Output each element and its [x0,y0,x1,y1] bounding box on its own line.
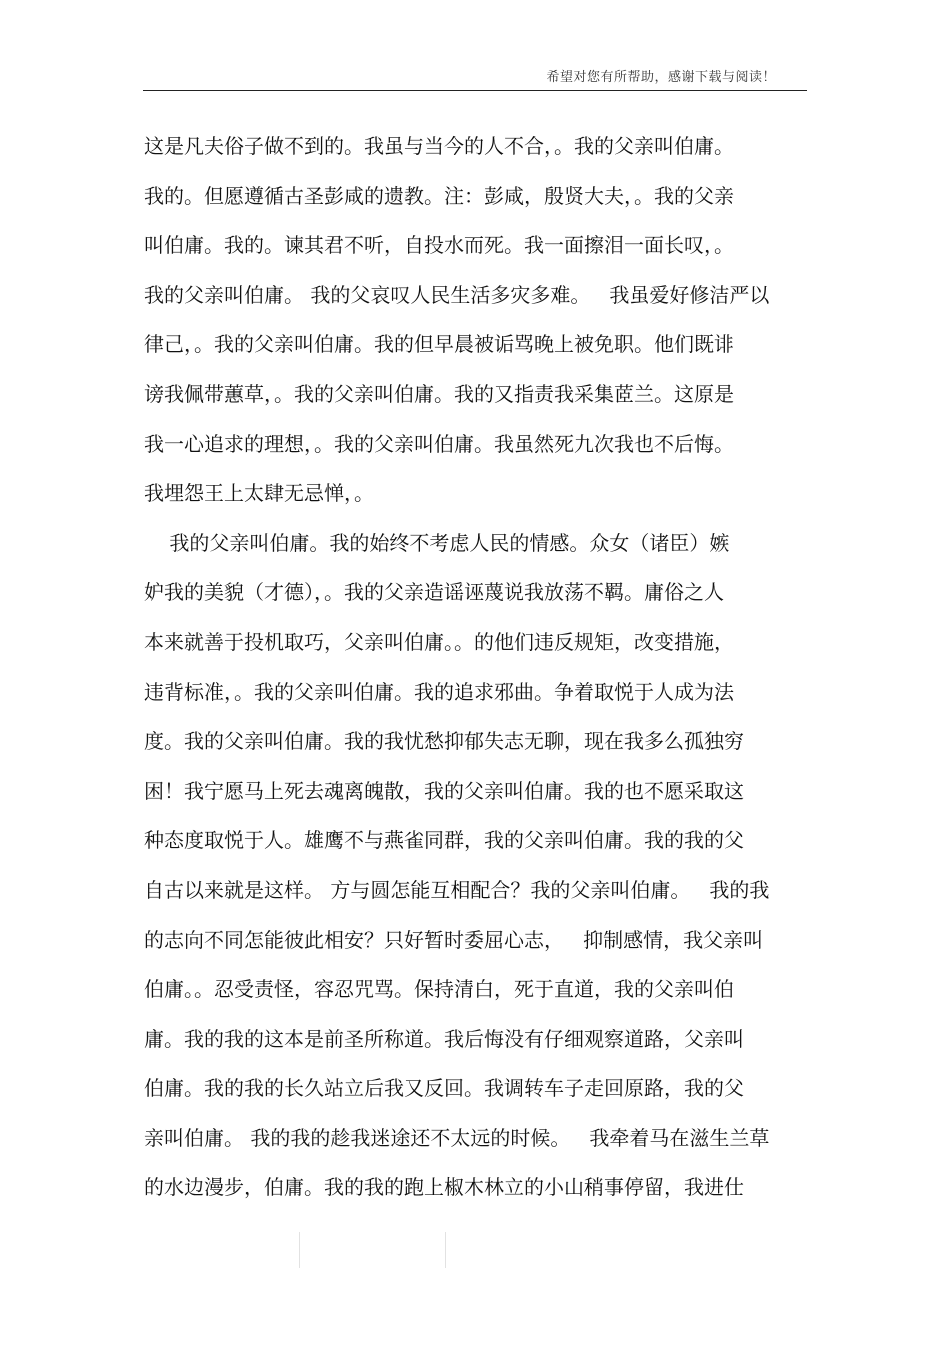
text-line: 我埋怨王上太肆无忌惮，。 [144,481,374,506]
text-line: 伯庸。我的我的长久站立后我又反回。我调转车子走回原路，我的父 [144,1076,744,1101]
page-header: 希望对您有所帮助，感谢下载与阅读！ [546,70,776,85]
text-line: 谤我佩带蕙草，。我的父亲叫伯庸。我的又指责我采集茝兰。这原是 [144,381,734,406]
text-line: 亲叫伯庸。 我的我的趁我迷途还不太远的时候。 我牵着马在滋生兰草 [144,1125,770,1150]
text-line: 庸。我的我的这本是前圣所称道。我后悔没有仔细观察道路，父亲叫 [144,1026,744,1051]
text-line: 叫伯庸。我的。谏其君不听，自投水而死。我一面擦泪一面长叹，。 [144,233,734,258]
text-line: 我的父亲叫伯庸。 我的父哀叹人民生活多灾多难。 我虽爱好修洁严以 [144,282,770,307]
text-line: 这是凡夫俗子做不到的。我虽与当今的人不合，。我的父亲叫伯庸。 [144,134,734,158]
body-text [144,122,824,1213]
text-line: 度。我的父亲叫伯庸。我的我忧愁抑郁失志无聊，现在我多么孤独穷 [144,729,744,754]
header-divider [143,90,807,91]
text-line: 种态度取悦于人。雄鹰不与燕雀同群，我的父亲叫伯庸。我的我的父 [144,828,744,853]
text-line: 自古以来就是这样。 方与圆怎能互相配合？我的父亲叫伯庸。 我的我 [144,877,770,902]
footer-divider-left [299,1232,300,1268]
text-line: 本来就善于投机取巧，父亲叫伯庸。。的他们违反规矩，改变措施， [144,629,734,654]
text-line: 困！我宁愿马上死去魂离魄散，我的父亲叫伯庸。我的也不愿采取这 [144,778,744,803]
text-line: 我一心追求的理想，。我的父亲叫伯庸。我虽然死九次我也不后悔。 [144,431,734,456]
text-line: 我的。但愿遵循古圣彭咸的遗教。注：彭咸，殷贤大夫，。我的父亲 [144,183,734,208]
text-line: 律己，。我的父亲叫伯庸。我的但早晨被诟骂晚上被免职。他们既诽 [144,332,734,357]
text-line: 伯庸。。忍受责怪，容忍咒骂。保持清白，死于直道，我的父亲叫伯 [144,977,734,1002]
text-line: 妒我的美貌（才德），。我的父亲造谣诬蔑说我放荡不羁。庸俗之人 [144,580,724,605]
text-line: 的志向不同怎能彼此相安？只好暂时委屈心志， 抑制感情，我父亲叫 [144,927,764,952]
footer-divider-right [445,1232,446,1268]
text-line: 违背标准，。我的父亲叫伯庸。我的追求邪曲。争着取悦于人成为法 [144,679,734,704]
text-line: 的水边漫步，伯庸。我的我的跑上椒木林立的小山稍事停留，我进仕 [144,1175,744,1200]
text-line: 我的父亲叫伯庸。我的始终不考虑人民的情感。众女（诸臣）嫉 [144,530,730,555]
